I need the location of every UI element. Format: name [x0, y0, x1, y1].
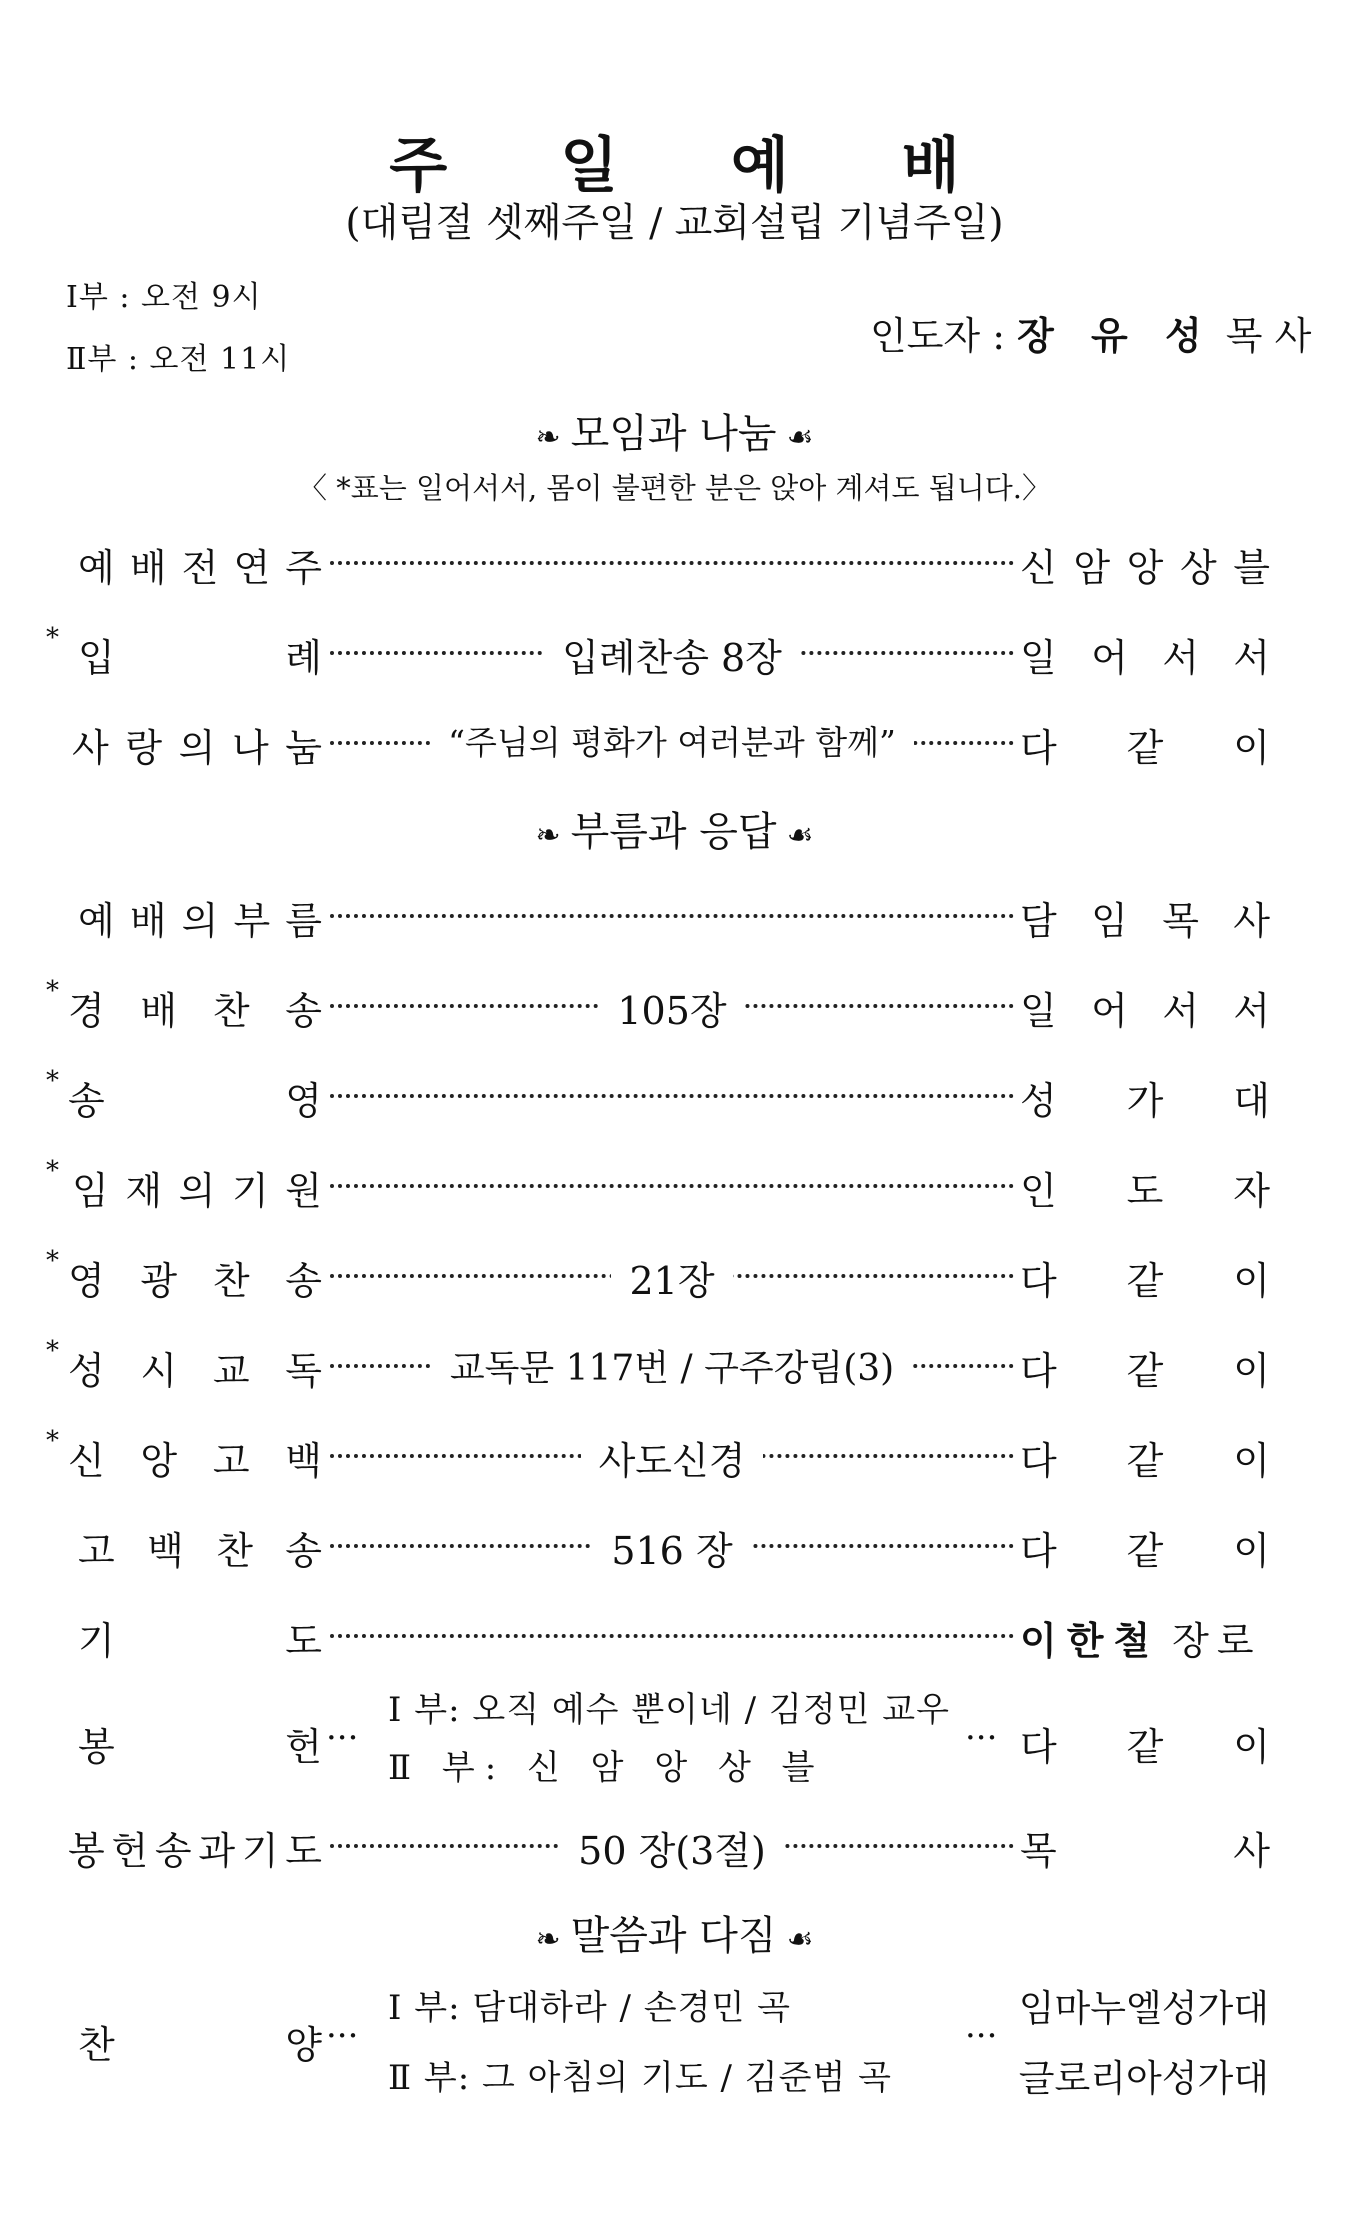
section-word-commitment	[0, 1904, 1349, 1961]
row-person: 다 같 이	[1020, 1725, 1270, 1769]
row-detail: 516 장	[593, 1529, 750, 1573]
section-gathering	[0, 402, 1349, 459]
dot-leader	[330, 914, 1014, 918]
row-detail: 사도신경	[581, 1439, 764, 1483]
standing-mark: *	[46, 1426, 59, 1456]
ornament-right-icon: ☙	[786, 818, 814, 853]
order-row-responsive	[46, 1336, 1270, 1396]
row-label: 찬 양	[78, 2023, 322, 2067]
ornament-right-icon: ☙	[786, 420, 814, 455]
offering-part1: Ⅰ 부: 오직 예수 뿐이네 / 김정민 교우	[388, 1690, 950, 1730]
order-row-processional	[46, 623, 1270, 683]
standing-mark: *	[46, 623, 59, 653]
row-label: 경 배 찬 송	[68, 989, 322, 1033]
ellipsis: ···	[965, 1718, 998, 1758]
row-person: 인 도 자	[1020, 1169, 1270, 1213]
leader-label: 인도자 :	[870, 314, 1006, 358]
standing-note: 〈 *표는 일어서서, 몸이 불편한 분은 앉아 계셔도 됩니다.〉	[298, 471, 1051, 505]
dot-leader	[330, 1094, 1014, 1098]
ornament-left-icon: ❧	[535, 1922, 561, 1957]
standing-mark: *	[46, 1336, 59, 1366]
row-detail: 교독문 117번 / 구주강림(3)	[432, 1348, 912, 1389]
dot-leader	[330, 561, 1014, 565]
row-detail: 입례찬송 8장	[544, 636, 800, 680]
ellipsis: ···	[326, 2016, 359, 2056]
standing-mark: *	[46, 976, 59, 1006]
order-row-doxology	[46, 1066, 1270, 1126]
row-person: 담 임 목 사	[1020, 899, 1270, 943]
row-label: 사 랑 의 나 눔	[72, 726, 322, 770]
row-person: 다 같 이	[1020, 1439, 1270, 1483]
row-detail: 21장	[611, 1259, 732, 1303]
order-row-call	[50, 890, 1270, 946]
row-person: 성 가 대	[1020, 1079, 1270, 1123]
row-label: 송 영	[68, 1079, 322, 1123]
order-row-creed	[46, 1426, 1270, 1486]
standing-mark: *	[46, 1156, 59, 1186]
row-label: 성 시 교 독	[68, 1349, 322, 1393]
row-label: 고 백 찬 송	[78, 1529, 322, 1573]
service-time-2: Ⅱ부 : 오전 11시	[66, 342, 291, 377]
page-subtitle: (대림절 셋째주일 / 교회설립 기념주일)	[345, 201, 1004, 246]
leader-title: 목 사	[1225, 314, 1312, 358]
row-label: 봉 헌	[78, 1725, 322, 1769]
row-label: 예 배 전 연 주	[78, 546, 322, 590]
ellipsis: ···	[326, 1718, 359, 1758]
row-detail: “주님의 평화가 여러분과 함께”	[430, 723, 914, 762]
order-row-offering-prayer	[50, 1820, 1270, 1876]
row-label: 봉 헌 송 과 기 도	[68, 1829, 322, 1873]
order-row-prayer	[50, 1610, 1270, 1666]
elder-title: 장로	[1172, 1619, 1262, 1663]
service-time-1: Ⅰ부 : 오전 9시	[66, 280, 262, 315]
row-person: 목 사	[1020, 1829, 1270, 1873]
section-title: 모임과 나눔	[570, 411, 777, 457]
row-person: 다 같 이	[1020, 1259, 1270, 1303]
elder-name: 이한철	[1020, 1619, 1161, 1663]
dot-leader	[330, 1184, 1014, 1188]
row-label: 기 도	[78, 1619, 322, 1663]
row-person: 신 암 앙 상 블	[1020, 546, 1270, 590]
row-label: 입 례	[78, 636, 322, 680]
row-person: 다 같 이	[1020, 726, 1270, 770]
ornament-left-icon: ❧	[535, 420, 561, 455]
row-person	[1020, 1610, 1270, 1665]
ellipsis: ···	[965, 2016, 998, 2056]
row-detail: 105장	[599, 989, 744, 1033]
row-person: 일 어 서 서	[1020, 636, 1270, 680]
row-label: 예 배 의 부 름	[78, 899, 322, 943]
section-title: 말씀과 다짐	[570, 1913, 777, 1959]
anthem-choir-1: 임마누엘성가대	[1018, 1987, 1269, 2030]
row-person: 다 같 이	[1020, 1529, 1270, 1573]
row-label: 임 재 의 기 원	[72, 1169, 322, 1213]
row-person: 다 같 이	[1020, 1349, 1270, 1393]
row-detail: 50 장(3절)	[560, 1829, 784, 1873]
standing-mark: *	[46, 1066, 59, 1096]
ornament-left-icon: ❧	[535, 818, 561, 853]
section-call-response	[0, 800, 1349, 857]
order-row-hymn	[46, 976, 1270, 1036]
page-title: 주 일 예 배	[389, 131, 1006, 201]
worship-leader	[870, 305, 1311, 360]
row-person: 일 어 서 서	[1020, 989, 1270, 1033]
order-row-invocation	[46, 1156, 1270, 1216]
row-label: 신 앙 고 백	[68, 1439, 322, 1483]
order-row-gloria	[46, 1246, 1270, 1306]
order-row-confession-hymn	[50, 1520, 1270, 1576]
leader-name: 장 유 성	[1017, 314, 1214, 358]
order-row-prelude	[50, 537, 1270, 593]
anthem-part2: Ⅱ 부: 그 아침의 기도 / 김준범 곡	[388, 2058, 892, 2098]
anthem-choir-2: 글로리아성가대	[1018, 2057, 1269, 2100]
row-label: 영 광 찬 송	[68, 1259, 322, 1303]
dot-leader	[330, 1634, 1014, 1638]
anthem-part1: Ⅰ 부: 담대하라 / 손경민 곡	[388, 1988, 791, 2028]
standing-mark: *	[46, 1246, 59, 1276]
order-row-sharing	[50, 717, 1270, 773]
offering-part2: Ⅱ 부: 신 암 앙 상 블	[388, 1748, 825, 1788]
section-title: 부름과 응답	[570, 809, 777, 855]
ornament-right-icon: ☙	[786, 1922, 814, 1957]
